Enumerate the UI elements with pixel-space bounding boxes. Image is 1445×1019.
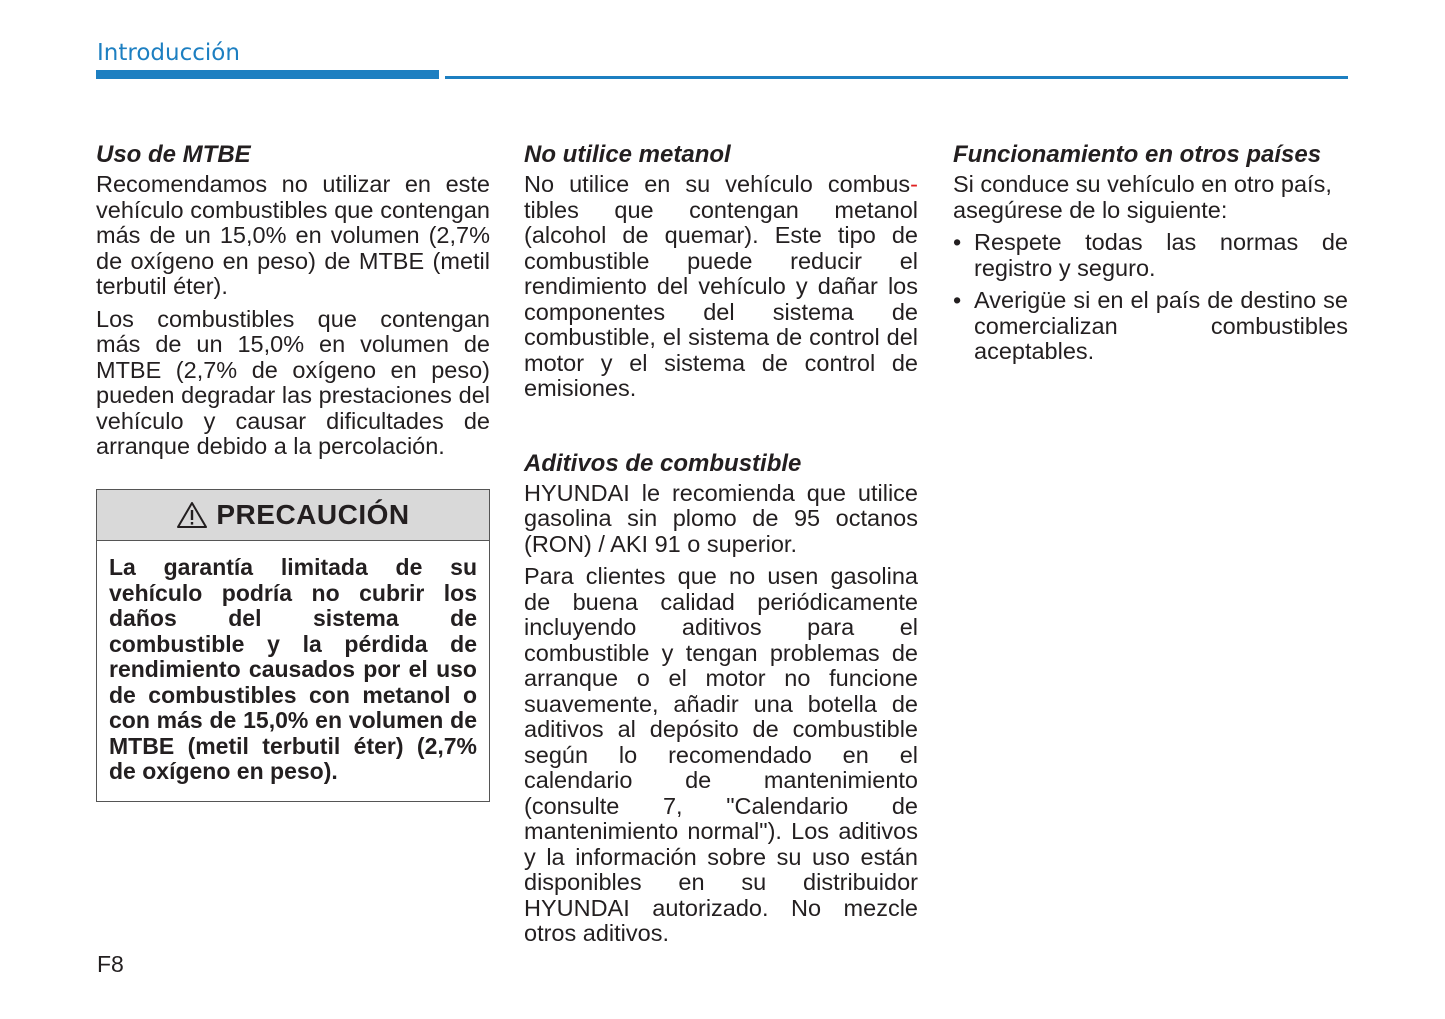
heading-other-countries: Funcionamiento en otros países bbox=[953, 141, 1322, 168]
other-countries-paragraph: Si conduce su vehículo en otro país, asegúrese de lo siguiente: bbox=[953, 171, 1332, 223]
caution-box bbox=[96, 489, 490, 802]
additives-paragraph-2: Para clientes que no usen gasolina de buena calidad periódicamente incluyendo aditivos para el combustible y tengan problemas de arranque o el motor no funcione suavemente, añadir una botella de aditivos al depósito de combustible según lo recomendado en el calendario de mantenimiento (consulte 7, "Calendario de mantenimiento normal"). Los aditivos y la información sobre su uso están disponibles en su distribuidor HYUNDAI autorizado. No mezcle otros aditivos. bbox=[524, 563, 918, 946]
additives-paragraph-1: HYUNDAI le recomienda que utilice gasolina sin plomo de 95 octanos (RON) / AKI 91 o superior. bbox=[524, 479, 918, 557]
page-number: F8 bbox=[97, 951, 124, 977]
warning-triangle-icon bbox=[176, 501, 208, 529]
requirements-list bbox=[953, 230, 1348, 365]
list-item: • Averigüe si en el país de destino se comercializan combustibles aceptables. bbox=[953, 288, 1348, 365]
header-rule-thick bbox=[96, 70, 439, 79]
column-2 bbox=[524, 140, 918, 954]
heading-methanol: No utilice metanol bbox=[524, 141, 731, 168]
methanol-text-end: tibles que contengan metanol (alcohol de quemar). Este tipo de combustible puede reducir el rendimiento del vehículo y dañar los componentes del sistema de combustible, el sistema de control del motor y el sistema de control de emisiones. bbox=[524, 196, 918, 401]
caution-text: La garantía limitada de su vehículo podría no cubrir los daños del sistema de combustible y la pérdida de rendimiento causados por el uso de combustibles con metanol o con más de 15,0% en volumen de MTBE (metil terbutil éter) (2,7% de oxígeno en peso). bbox=[109, 554, 477, 784]
heading-mtbe: Uso de MTBE bbox=[96, 141, 251, 168]
caution-header bbox=[97, 490, 489, 541]
header-rule-thin bbox=[445, 76, 1348, 79]
section-title: Introducción bbox=[97, 40, 240, 66]
caution-title: PRECAUCIÓN bbox=[216, 499, 410, 530]
column-1 bbox=[96, 140, 490, 467]
mtbe-paragraph-2: Los combustibles que contengan más de un 15,0% en volumen de MTBE (2,7% de oxígeno en peso) pueden degradar las prestaciones del vehículo y causar dificultades de arranque debido a la percolación. bbox=[96, 305, 490, 459]
mtbe-paragraph-1: Recomendamos no utilizar en este vehículo combustibles que contengan más de un 15,0% en volumen (2,7% de oxígeno en peso) de MTBE (metil terbutil éter). bbox=[96, 171, 490, 299]
methanol-paragraph bbox=[524, 172, 918, 402]
list-item: • Respete todas las normas de registro y seguro. bbox=[953, 230, 1348, 281]
heading-additives: Aditivos de combustible bbox=[524, 449, 802, 477]
methanol-text-start: No utilice en su vehículo combus bbox=[524, 171, 911, 197]
column-3 bbox=[953, 140, 1348, 372]
hyphen-mark: - bbox=[910, 171, 918, 197]
